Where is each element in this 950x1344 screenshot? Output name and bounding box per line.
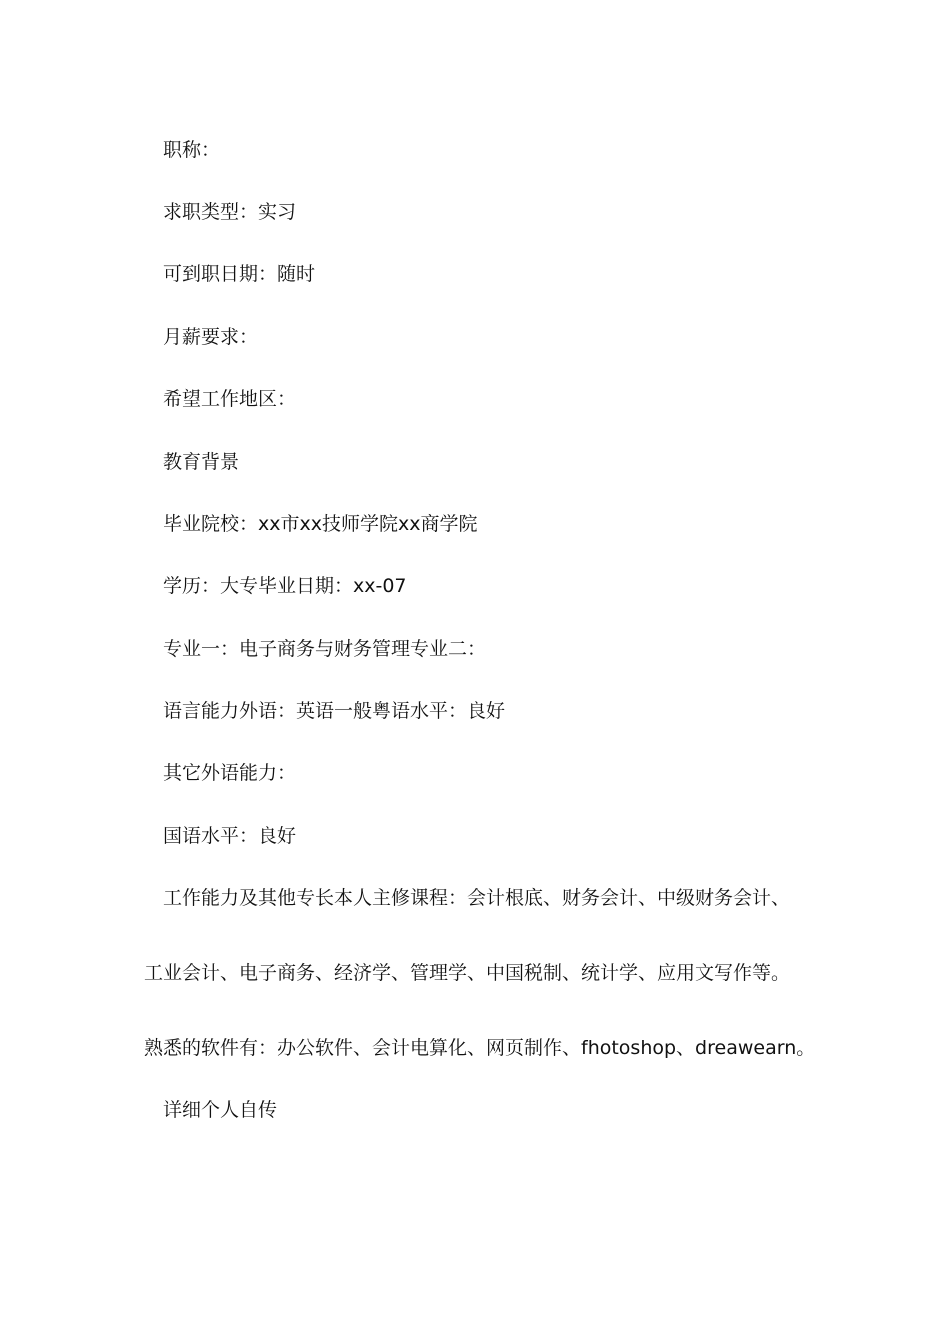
preferred-location-line: 希望工作地区： (163, 388, 297, 410)
language-ability-line: 语言能力外语：英语一般粤语水平：良好 (163, 700, 506, 722)
mandarin-level-line: 国语水平：良好 (163, 825, 297, 847)
autobiography-heading: 详细个人自传 (163, 1099, 278, 1121)
available-date-line: 可到职日期：随时 (163, 263, 316, 285)
degree-line: 学历：大专毕业日期：xx-07 (163, 575, 407, 597)
courses-line-1: 工作能力及其他专长本人主修课程：会计根底、财务会计、中级财务会计、 (163, 887, 791, 909)
major-line: 专业一：电子商务与财务管理专业二： (163, 638, 487, 660)
education-heading: 教育背景 (163, 451, 240, 473)
salary-requirement-line: 月薪要求： (163, 326, 259, 348)
school-line: 毕业院校：xx市xx技师学院xx商学院 (163, 513, 478, 535)
other-language-line: 其它外语能力： (163, 762, 297, 784)
courses-line-2: 工业会计、电子商务、经济学、管理学、中国税制、统计学、应用文写作等。 (144, 962, 791, 984)
job-type-line: 求职类型：实习 (163, 201, 297, 223)
software-line: 熟悉的软件有：办公软件、会计电算化、网页制作、fhotoshop、dreawearn。 (144, 1037, 816, 1059)
title-field-line: 职称： (163, 139, 221, 161)
